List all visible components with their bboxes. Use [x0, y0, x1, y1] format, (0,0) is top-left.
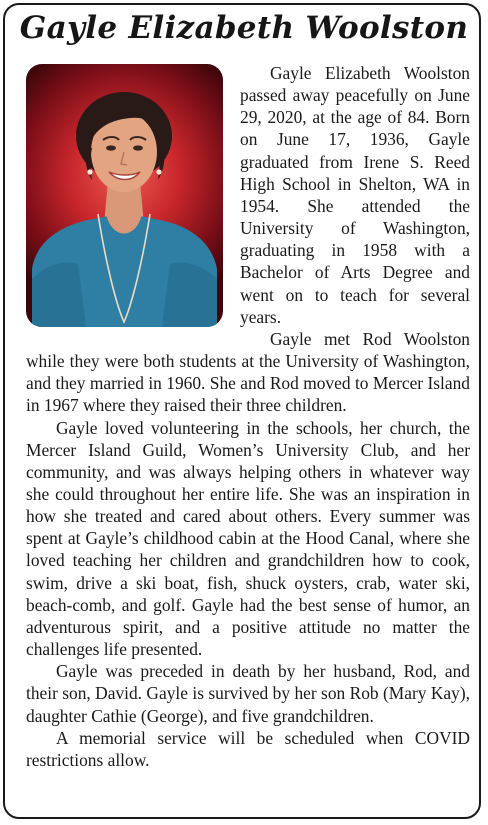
obituary-body: [26, 62, 470, 771]
paragraph-life: Gayle loved volunteering in the schools, her church, the Mercer Island Guild, Women’s University Club, and her community, and was always helping others in whatever way she could throughout her entire life. She was an inspiration in how she treated and cared about others. Every summer was spent at Gayle’s childhood cabin at the Hood Canal, where she loved teaching her children and grandchildren how to cook, swim, drive a ski boat, fish, shuck oysters, crab, water ski, beach-comb, and golf. Gayle had the best sense of humor, an adventurous spirit, and a positive attitude no matter the challenges life presented.: [26, 417, 470, 660]
paragraph-memorial: A memorial service will be scheduled when COVID restrictions allow.: [26, 727, 470, 770]
obituary-title: Gayle Elizabeth Woolston: [19, 10, 469, 46]
portrait-illustration: [26, 64, 223, 327]
portrait-photo: [26, 64, 223, 327]
paragraph-survivors: Gayle was preceded in death by her husband, Rod, and their son, David. Gayle is survived by her son Rob (Mary Kay), daughter Cathie (George), and five grandchildren.: [26, 661, 470, 726]
paragraph-intro: Gayle Elizabeth Woolston passed away peacefully on June 29, 2020, at the age of 84. Born on June 17, 1936, Gayle graduated from Irene S. Reed High School in Shelton, WA in 1954. She attended the University of Washington, graduating in 1958 with a Bachelor of Arts Degree and went on to teach for several years.: [240, 63, 470, 327]
paragraph-marriage: Gayle met Rod Woolston while they were both students at the University of Washington, and they married in 1960. She and Rod moved to Mercer Island in 1967 where they raised their three children.: [26, 328, 470, 416]
